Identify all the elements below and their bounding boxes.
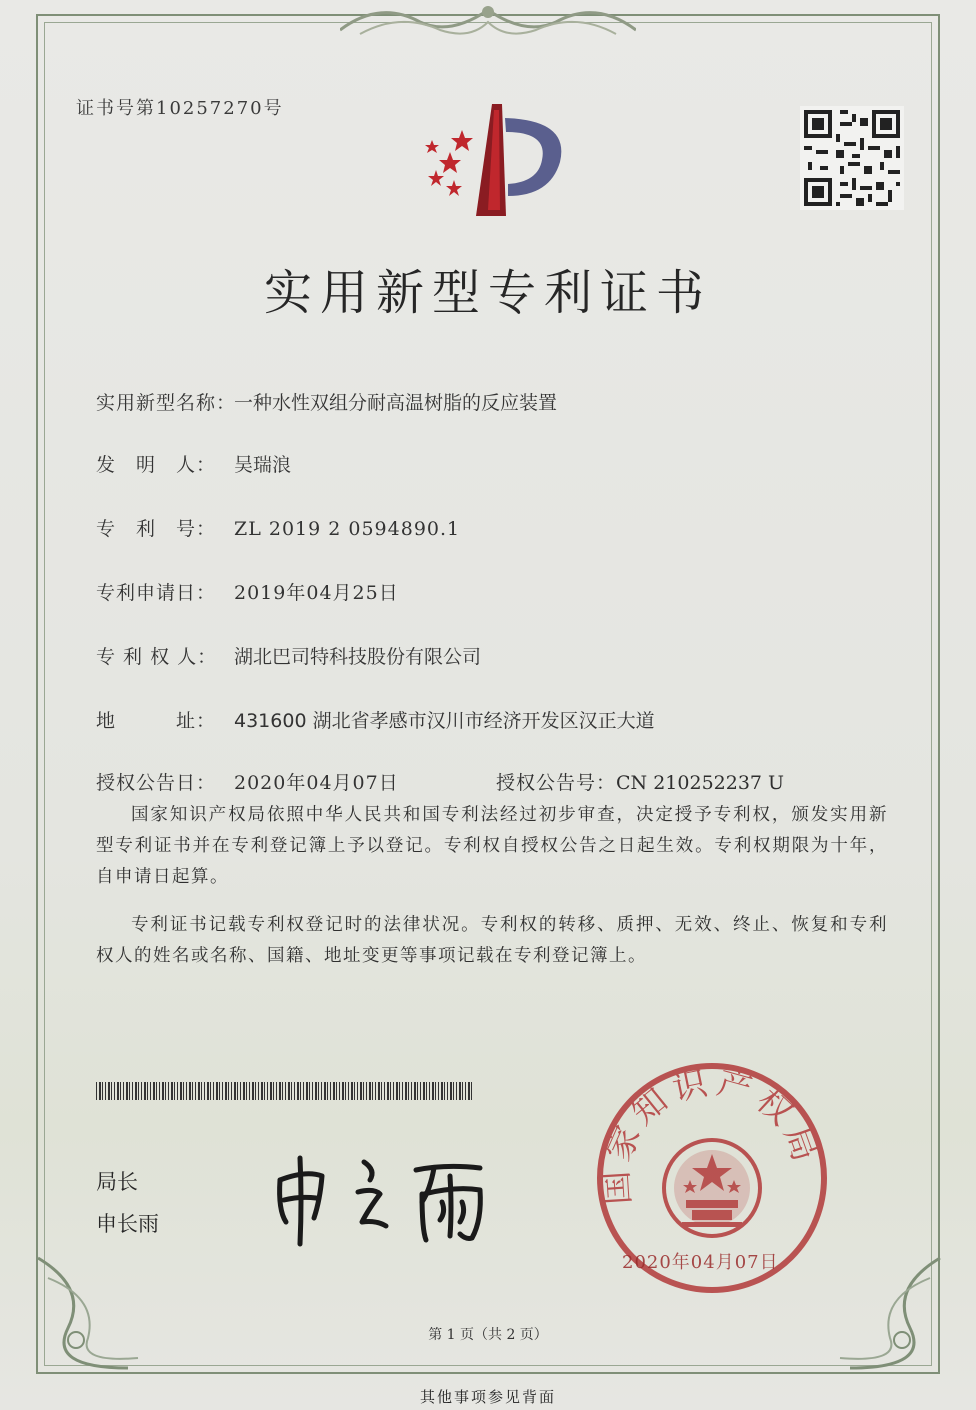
field-value: CN 210252237 U (616, 772, 785, 794)
field-grant-date (96, 768, 399, 795)
field-label: 地 址： (96, 710, 217, 732)
field-application-date (96, 578, 399, 605)
barcode (96, 1082, 472, 1100)
field-value: 431600 湖北省孝感市汉川市经济开发区汉正大道 (234, 710, 655, 732)
certificate-number: 证书号第10257270号 (76, 98, 284, 119)
top-ornament-icon (340, 0, 636, 40)
svg-text:国家知识产权局: 国家知识产权局 (595, 1062, 827, 1207)
footer-note: 其他事项参见背面 (419, 1388, 556, 1406)
field-address (96, 706, 655, 733)
field-value: 吴瑞浪 (234, 454, 292, 476)
statement-paragraph: 国家知识产权局依照中华人民共和国专利法经过初步审查，决定授予专利权，颁发实用新型专利证书并在专利登记簿上予以登记。专利权自授权公告之日起生效。专利权期限为十年，自申请日起算。 (96, 805, 888, 887)
field-label: 授权公告号： (496, 772, 617, 794)
certificate-title: 实用新型专利证书 (263, 265, 712, 321)
field-label: 发 明 人： (96, 454, 217, 476)
field-inventor (96, 450, 291, 477)
field-label: 授权公告日： (96, 772, 217, 794)
field-label: 专利申请日： (96, 582, 217, 604)
field-value: ZL 2019 2 0594890.1 (234, 518, 461, 540)
bottom-left-ornament-icon (28, 1248, 148, 1378)
field-value: 湖北巴司特科技股份有限公司 (234, 646, 482, 668)
field-label: 专 利 权 人： (96, 646, 218, 668)
legal-status-paragraph: 专利证书记载专利权登记时的法律状况。专利权的转移、质押、无效、终止、恢复和专利权人的姓名或名称、国籍、地址变更等事项记载在专利登记簿上。 (96, 915, 888, 966)
field-value: 2019年04月25日 (234, 582, 399, 604)
bottom-right-ornament-icon (830, 1248, 950, 1378)
field-patentee (96, 642, 481, 669)
field-label: 专 利 号： (96, 518, 217, 540)
qr-code-icon (800, 106, 904, 210)
field-patent-number (96, 514, 460, 541)
page-number: 第 1 页（共 2 页） (428, 1327, 548, 1343)
director-title: 局长 (96, 1170, 138, 1194)
director-name: 申长雨 (96, 1212, 159, 1236)
director-signature (266, 1140, 506, 1250)
field-label: 实用新型名称： (96, 392, 237, 414)
field-value: 2020年04月07日 (234, 772, 399, 794)
field-publication-number (496, 768, 784, 795)
field-value: 一种水性双组分耐高温树脂的反应装置 (234, 392, 558, 414)
patent-office-emblem-icon (410, 100, 580, 220)
seal-date: 2020年04月07日 (622, 1252, 779, 1273)
field-utility-model-name (96, 388, 557, 415)
